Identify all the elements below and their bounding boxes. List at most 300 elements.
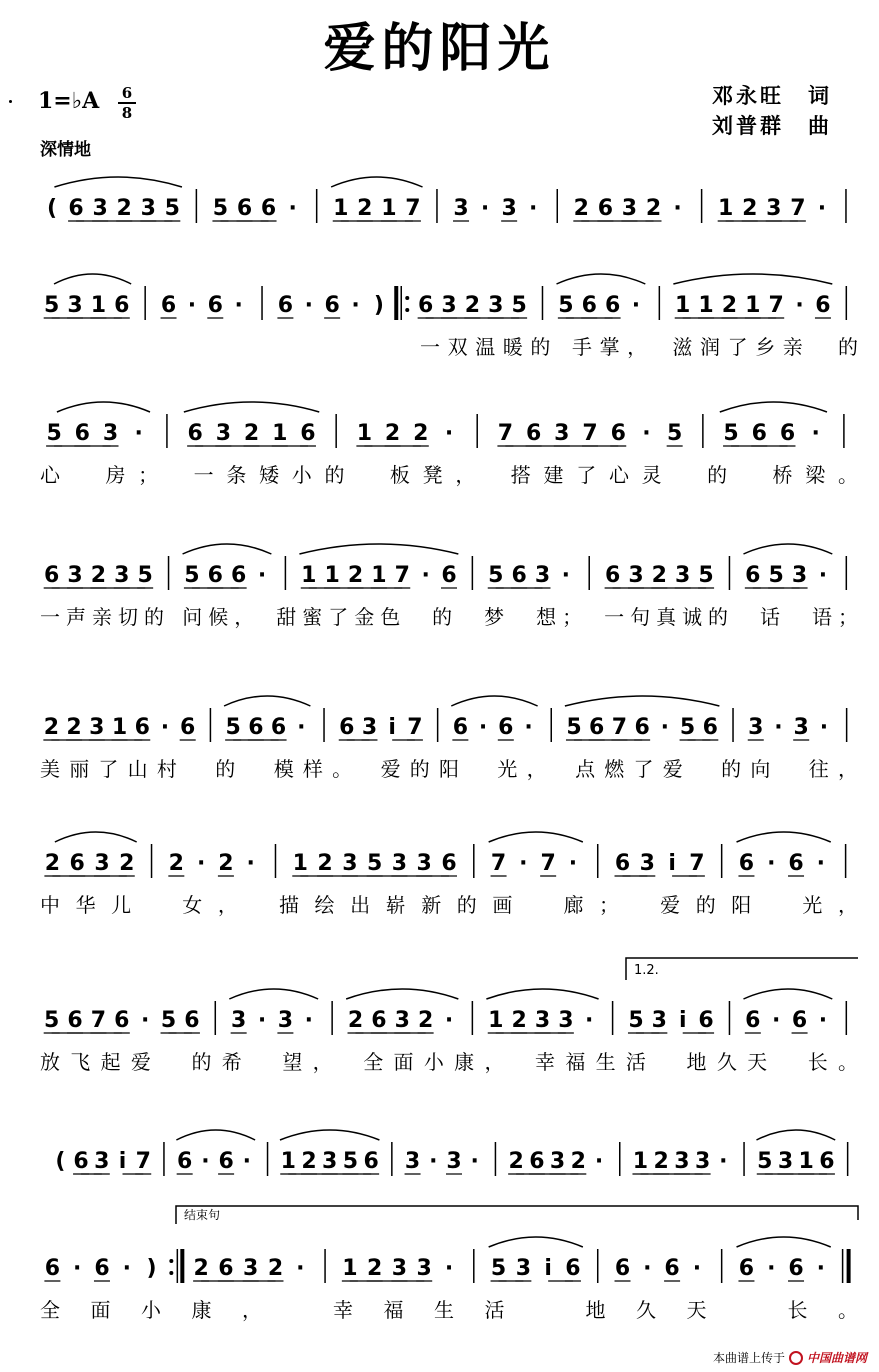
lyricist-credit: 邓永旺 词 [712, 84, 832, 108]
jianpu-note: 2 [90, 563, 107, 588]
footer-attribution [713, 1349, 867, 1366]
jianpu-note: 3 [114, 563, 130, 588]
slur [720, 402, 827, 412]
slur [176, 1130, 255, 1140]
jianpu-note: 3 [441, 293, 457, 318]
jianpu-note: 6 [815, 293, 831, 318]
jianpu-note: 7 [497, 421, 514, 446]
jianpu-note: 6 [180, 715, 196, 740]
jianpu-note: 6 [94, 1256, 110, 1281]
jianpu-note: 6 [634, 715, 650, 740]
jianpu-note: i [388, 715, 396, 740]
jianpu-note: 6 [604, 293, 621, 318]
jianpu-note: 2 [218, 851, 234, 876]
repeat-dot [405, 296, 409, 300]
jianpu-note: 6 [779, 421, 796, 446]
jianpu-note: · [772, 1008, 781, 1033]
jianpu-note: 2 [721, 293, 738, 318]
jianpu-note: 6 [270, 715, 287, 740]
lyric-line: 心 房； 一条矮小的 板凳， 搭建了心灵 的 桥梁。 [40, 463, 858, 487]
jianpu-note: 3 [94, 1149, 110, 1174]
jianpu-note: 6 [788, 851, 804, 876]
jianpu-note: · [73, 1256, 82, 1281]
jianpu-note: 3 [391, 1256, 408, 1281]
jianpu-note: i [678, 1008, 687, 1033]
jianpu-note: 5 [757, 1149, 773, 1174]
slur [54, 274, 131, 284]
jianpu-note: · [561, 563, 571, 588]
volta-bracket [626, 958, 858, 980]
jianpu-note: 6 [498, 715, 514, 740]
ending-label: 结束句 [184, 1208, 221, 1222]
jianpu-note: 7 [394, 563, 410, 588]
jianpu-note: 3 [394, 1008, 410, 1033]
jianpu-note: 3 [534, 1008, 551, 1033]
volta-label: 1.2. [634, 963, 659, 978]
slur [557, 274, 646, 284]
slur [565, 696, 720, 706]
jianpu-note: · [134, 421, 143, 446]
jianpu-note: 6 [339, 715, 355, 740]
jianpu-note: · [594, 1149, 604, 1174]
jianpu-note: · [819, 715, 829, 740]
jianpu-note: · [470, 1149, 479, 1174]
slur [299, 544, 458, 554]
jianpu-note: · [816, 1256, 825, 1281]
jianpu-note: 6 [589, 715, 605, 740]
jianpu-note: · [585, 1008, 594, 1033]
jianpu-note: · [421, 563, 430, 588]
jianpu-note: 1 [301, 563, 317, 588]
jianpu-note: 2 [116, 196, 132, 221]
jianpu-note: 6 [277, 293, 294, 318]
jianpu-note: 6 [68, 196, 84, 221]
jianpu-note: 2 [168, 851, 184, 876]
jianpu-note: · [818, 1008, 828, 1033]
jianpu-note: 6 [452, 715, 469, 740]
jianpu-note: 6 [791, 1008, 808, 1033]
jianpu-note: 6 [371, 1008, 387, 1033]
jianpu-note: 7 [407, 715, 423, 740]
jianpu-note: 2 [193, 1256, 209, 1281]
jianpu-note: 2 [357, 196, 373, 221]
jianpu-note: 1 [675, 293, 691, 318]
jianpu-note: · [304, 293, 313, 318]
jianpu-note: 6 [610, 421, 626, 446]
jianpu-note: 6 [248, 715, 264, 740]
jianpu-note: 3 [488, 293, 504, 318]
jianpu-note: 1 [356, 421, 373, 446]
jianpu-note: · [568, 851, 578, 876]
jianpu-note: · [719, 1149, 728, 1174]
slur [489, 1237, 583, 1247]
lyric-line: 一声亲切的 问候， 甜蜜了金色 的 梦 想； 一句真诚的 话 语； [40, 605, 858, 629]
jianpu-note: · [811, 421, 820, 446]
jianpu-note: 1 [798, 1149, 814, 1174]
jianpu-note: · [257, 563, 267, 588]
slur [743, 989, 832, 999]
jianpu-note: · [480, 196, 490, 221]
jianpu-note: ) [373, 293, 384, 318]
footer-text: 本曲谱上传于 [712, 1351, 785, 1365]
jianpu-note: 6 [604, 563, 621, 588]
jianpu-note: ) [146, 1256, 157, 1281]
jianpu-note: 6 [597, 196, 614, 221]
jianpu-note: 3 [231, 1008, 247, 1033]
jianpu-note: 6 [44, 1256, 61, 1281]
jianpu-note: 2 [508, 1149, 524, 1174]
jianpu-note: 3 [277, 1008, 294, 1033]
jianpu-note: 3 [791, 563, 808, 588]
jianpu-note: 6 [177, 1149, 193, 1174]
jianpu-note: · [122, 1256, 131, 1281]
jianpu-note: 6 [788, 1256, 804, 1281]
jianpu-note: 3 [67, 293, 83, 318]
jianpu-note: 6 [184, 1008, 200, 1033]
lyric-line: 放飞起爱 的希 望， 全面小康， 幸福生活 地久天 长。 [40, 1050, 858, 1074]
jianpu-note: 1 [488, 1008, 504, 1033]
jianpu-note: · [817, 196, 827, 221]
jianpu-note: 6 [529, 1149, 545, 1174]
jianpu-note: · [351, 293, 360, 318]
jianpu-note: 2 [317, 851, 333, 876]
jianpu-note: 6 [664, 1256, 680, 1281]
jianpu-note: · [444, 1008, 454, 1033]
jianpu-note: 6 [231, 563, 247, 588]
jianpu-note: 6 [69, 851, 85, 876]
jianpu-note: 6 [260, 196, 277, 221]
jianpu-note: 7 [689, 851, 705, 876]
jianpu-note: 3 [243, 1256, 259, 1281]
jianpu-note: 2 [44, 851, 61, 876]
jianpu-note: 1 [272, 421, 288, 446]
jianpu-note: 6 [525, 421, 542, 446]
jianpu-note: 6 [745, 563, 761, 588]
jianpu-note: 3 [416, 851, 432, 876]
jianpu-note: 3 [67, 563, 83, 588]
jianpu-note: 7 [611, 715, 628, 740]
jianpu-note: · [631, 293, 641, 318]
jianpu-note: 6 [702, 715, 718, 740]
jianpu-note: 2 [645, 196, 662, 221]
jianpu-note: 3 [446, 1149, 462, 1174]
jianpu-note: · [201, 1149, 210, 1174]
slur [54, 177, 182, 187]
jianpu-note: · [296, 1256, 305, 1281]
jianpu-note: 2 [653, 1149, 669, 1174]
jianpu-note: 3 [549, 1149, 566, 1174]
jianpu-note: 1 [371, 563, 387, 588]
jianpu-note: 5 [488, 563, 504, 588]
jianpu-note: 6 [134, 715, 150, 740]
jianpu-note: 5 [666, 421, 683, 446]
jianpu-note: · [304, 1008, 313, 1033]
meter-bottom: 8 [121, 104, 133, 122]
jianpu-note: 6 [511, 563, 527, 588]
jianpu-note: 7 [490, 851, 507, 876]
jianpu-note: 6 [207, 293, 223, 318]
jianpu-note: · [429, 1149, 438, 1174]
jianpu-note: 2 [742, 196, 758, 221]
jianpu-note: 6 [218, 1256, 234, 1281]
jianpu-note: i [668, 851, 676, 876]
jianpu-note: 5 [137, 563, 153, 588]
jianpu-note: 5 [366, 851, 383, 876]
jianpu-note: 5 [768, 563, 784, 588]
jianpu-note: 1 [324, 563, 340, 588]
jianpu-note: · [774, 715, 783, 740]
jianpu-note: 6 [698, 1008, 714, 1033]
jianpu-note: 5 [566, 715, 582, 740]
lyric-line: 中华儿 女， 描绘出崭新的画 廊； 爱的阳 光， [40, 893, 858, 917]
jianpu-note: · [643, 1256, 652, 1281]
ending-bracket [176, 1206, 858, 1224]
jianpu-note: 2 [573, 196, 589, 221]
lyric-line: 全面小康， 幸福生活 地久天 长。 [40, 1298, 858, 1322]
jianpu-note: 5 [44, 1008, 60, 1033]
jianpu-note: 2 [347, 1008, 364, 1033]
jianpu-note: 2 [651, 563, 667, 588]
jianpu-note: i [118, 1149, 127, 1174]
jianpu-note: · [140, 1008, 150, 1033]
jianpu-note: 6 [300, 421, 316, 446]
slur [57, 402, 150, 412]
jianpu-note: 3 [89, 715, 105, 740]
slur [489, 832, 583, 842]
slur [55, 832, 137, 842]
jianpu-note: 5 [723, 421, 739, 446]
jianpu-note: 6 [160, 293, 177, 318]
jianpu-note: ( [46, 196, 58, 221]
jianpu-note: 5 [342, 1149, 359, 1174]
jianpu-note: 3 [748, 715, 764, 740]
jianpu-note: 5 [628, 1008, 644, 1033]
slur [229, 989, 318, 999]
repeat-dot [169, 1259, 173, 1263]
jianpu-note: 2 [347, 563, 364, 588]
footer-site-name: 中国曲谱网 [806, 1351, 867, 1365]
jianpu-note: 2 [66, 715, 82, 740]
jianpu-note: 5 [184, 563, 200, 588]
jianpu-note: 3 [391, 851, 408, 876]
jianpu-note: 5 [212, 196, 229, 221]
jianpu-note: 6 [207, 563, 223, 588]
jianpu-note: 1 [90, 293, 107, 318]
jianpu-note: 3 [416, 1256, 432, 1281]
slur [673, 274, 832, 284]
jianpu-note: 2 [417, 1008, 434, 1033]
jianpu-note: 3 [534, 563, 551, 588]
jianpu-note: · [160, 715, 170, 740]
jianpu-note: 2 [464, 293, 481, 318]
jianpu-note: 3 [651, 1008, 667, 1033]
jianpu-note: 5 [511, 293, 527, 318]
jianpu-note: 7 [768, 293, 784, 318]
jianpu-note: · [444, 421, 454, 446]
jianpu-note: 3 [793, 715, 809, 740]
jianpu-note: 6 [614, 1256, 631, 1281]
jianpu-note: 1 [632, 1149, 649, 1174]
jianpu-note: 2 [511, 1008, 527, 1033]
slur [743, 544, 832, 554]
jianpu-note: 3 [621, 196, 638, 221]
jianpu-note: 6 [745, 1008, 761, 1033]
jianpu-note: · [257, 1008, 267, 1033]
jianpu-note: 5 [490, 1256, 507, 1281]
jianpu-note: 6 [73, 1149, 89, 1174]
jianpu-note: 3 [639, 851, 655, 876]
jianpu-note: · [519, 851, 528, 876]
jianpu-note: 3 [92, 196, 108, 221]
jianpu-note: 1 [292, 851, 308, 876]
jianpu-note: 3 [628, 563, 644, 588]
jianpu-note: 1 [381, 196, 397, 221]
jianpu-note: 3 [766, 196, 782, 221]
jianpu-note: 1 [745, 293, 761, 318]
tempo-marking: 深情地 [40, 140, 91, 160]
jianpu-note: 6 [441, 563, 457, 588]
jianpu-note: 6 [417, 293, 434, 318]
jianpu-note: 2 [413, 421, 429, 446]
jianpu-note: 2 [243, 421, 260, 446]
jianpu-note: 5 [225, 715, 241, 740]
jianpu-note: 3 [215, 421, 232, 446]
slur [486, 989, 598, 999]
jianpu-note: · [444, 1256, 454, 1281]
slur [737, 832, 831, 842]
jianpu-note: 5 [44, 293, 60, 318]
composer-credit: 刘普群 曲 [712, 114, 832, 138]
jianpu-note: 7 [582, 421, 598, 446]
jianpu-note: 3 [558, 1008, 574, 1033]
jianpu-note: 5 [679, 715, 696, 740]
jianpu-note: 7 [135, 1149, 151, 1174]
jianpu-note: 3 [94, 851, 110, 876]
jianpu-note: · [692, 1256, 702, 1281]
jianpu-note: 2 [119, 851, 135, 876]
jianpu-note: 2 [301, 1149, 317, 1174]
jianpu-note: i [544, 1256, 552, 1281]
jianpu-note: · [478, 715, 488, 740]
slur [183, 544, 272, 554]
jianpu-note: 6 [441, 851, 457, 876]
repeat-dot [169, 1271, 173, 1275]
jianpu-note: 6 [114, 1008, 130, 1033]
jianpu-note: 7 [540, 851, 556, 876]
jianpu-note: 1 [698, 293, 714, 318]
jianpu-note: · [767, 851, 776, 876]
jianpu-note: 6 [565, 1256, 581, 1281]
jianpu-note: ( [55, 1149, 66, 1174]
jianpu-note: · [524, 715, 533, 740]
slur [756, 1130, 835, 1140]
key-signature: 1=♭A [38, 88, 100, 114]
jianpu-note: 5 [164, 196, 180, 221]
repeat-dot [405, 308, 409, 312]
jianpu-note: 3 [342, 851, 358, 876]
jianpu-note: 5 [46, 421, 62, 446]
jianpu-note: 6 [738, 1256, 755, 1281]
jianpu-note: · [795, 293, 804, 318]
slur [346, 989, 458, 999]
jianpu-note: 3 [694, 1149, 711, 1174]
lyric-line: 美丽了山村 的 模样。 爱的阳 光， 点燃了爱 的向 往， [40, 757, 858, 781]
jianpu-note: · [660, 715, 670, 740]
jianpu-note: 6 [236, 196, 253, 221]
jianpu-note: 3 [453, 196, 469, 221]
jianpu-note: 3 [515, 1256, 532, 1281]
jianpu-note: 5 [698, 563, 714, 588]
jianpu-note: · [196, 851, 206, 876]
jianpu-note: 6 [74, 421, 90, 446]
jianpu-note: · [288, 196, 297, 221]
slur [737, 1237, 831, 1247]
jianpu-note: 7 [790, 196, 806, 221]
meter-top: 6 [118, 84, 136, 104]
jianpu-note: · [297, 715, 306, 740]
site-logo-icon [789, 1351, 803, 1365]
jianpu-note: 6 [738, 851, 755, 876]
jianpu-note: 2 [384, 421, 401, 446]
jianpu-note: 3 [554, 421, 570, 446]
jianpu-note: 3 [102, 421, 119, 446]
slur [224, 696, 310, 706]
jianpu-note: 2 [366, 1256, 383, 1281]
jianpu-note: 6 [819, 1149, 835, 1174]
jianpu-note: 2 [267, 1256, 284, 1281]
slur [451, 696, 537, 706]
jianpu-note: 6 [614, 851, 631, 876]
jianpu-note: · [529, 196, 538, 221]
jianpu-note: · [234, 293, 243, 318]
jianpu-note: 1 [718, 196, 734, 221]
jianpu-note: · [246, 851, 255, 876]
jianpu-note: 1 [280, 1149, 296, 1174]
jianpu-note: 6 [363, 1149, 379, 1174]
slur [280, 1130, 379, 1140]
jianpu-note: · [767, 1256, 776, 1281]
jianpu-note: 3 [777, 1149, 794, 1174]
jianpu-note: 7 [405, 196, 421, 221]
jianpu-note: 7 [90, 1008, 107, 1033]
jianpu-note: 5 [160, 1008, 177, 1033]
jianpu-note: 3 [322, 1149, 338, 1174]
jianpu-note: 1 [333, 196, 349, 221]
jianpu-note: 3 [501, 196, 517, 221]
slur [184, 402, 319, 412]
jianpu-note: 3 [674, 1149, 690, 1174]
jianpu-note: 1 [111, 715, 128, 740]
jianpu-note: 3 [140, 196, 156, 221]
jianpu-note: · [816, 851, 825, 876]
jianpu-note: 3 [361, 715, 378, 740]
jianpu-note: 6 [187, 421, 203, 446]
jianpu-note: · [242, 1149, 252, 1174]
jianpu-note: 6 [581, 293, 597, 318]
jianpu-note: 6 [751, 421, 767, 446]
slur [331, 177, 422, 187]
jianpu-note: 2 [43, 715, 60, 740]
jianpu-note: 6 [324, 293, 340, 318]
jianpu-note: 6 [218, 1149, 234, 1174]
jianpu-note: 3 [675, 563, 691, 588]
jianpu-note: 3 [404, 1149, 421, 1174]
song-title: 爱的阳光 [323, 18, 556, 79]
jianpu-note: · [187, 293, 197, 318]
jianpu-note: · [642, 421, 651, 446]
jianpu-note: 1 [342, 1256, 358, 1281]
jianpu-note: 6 [67, 1008, 83, 1033]
